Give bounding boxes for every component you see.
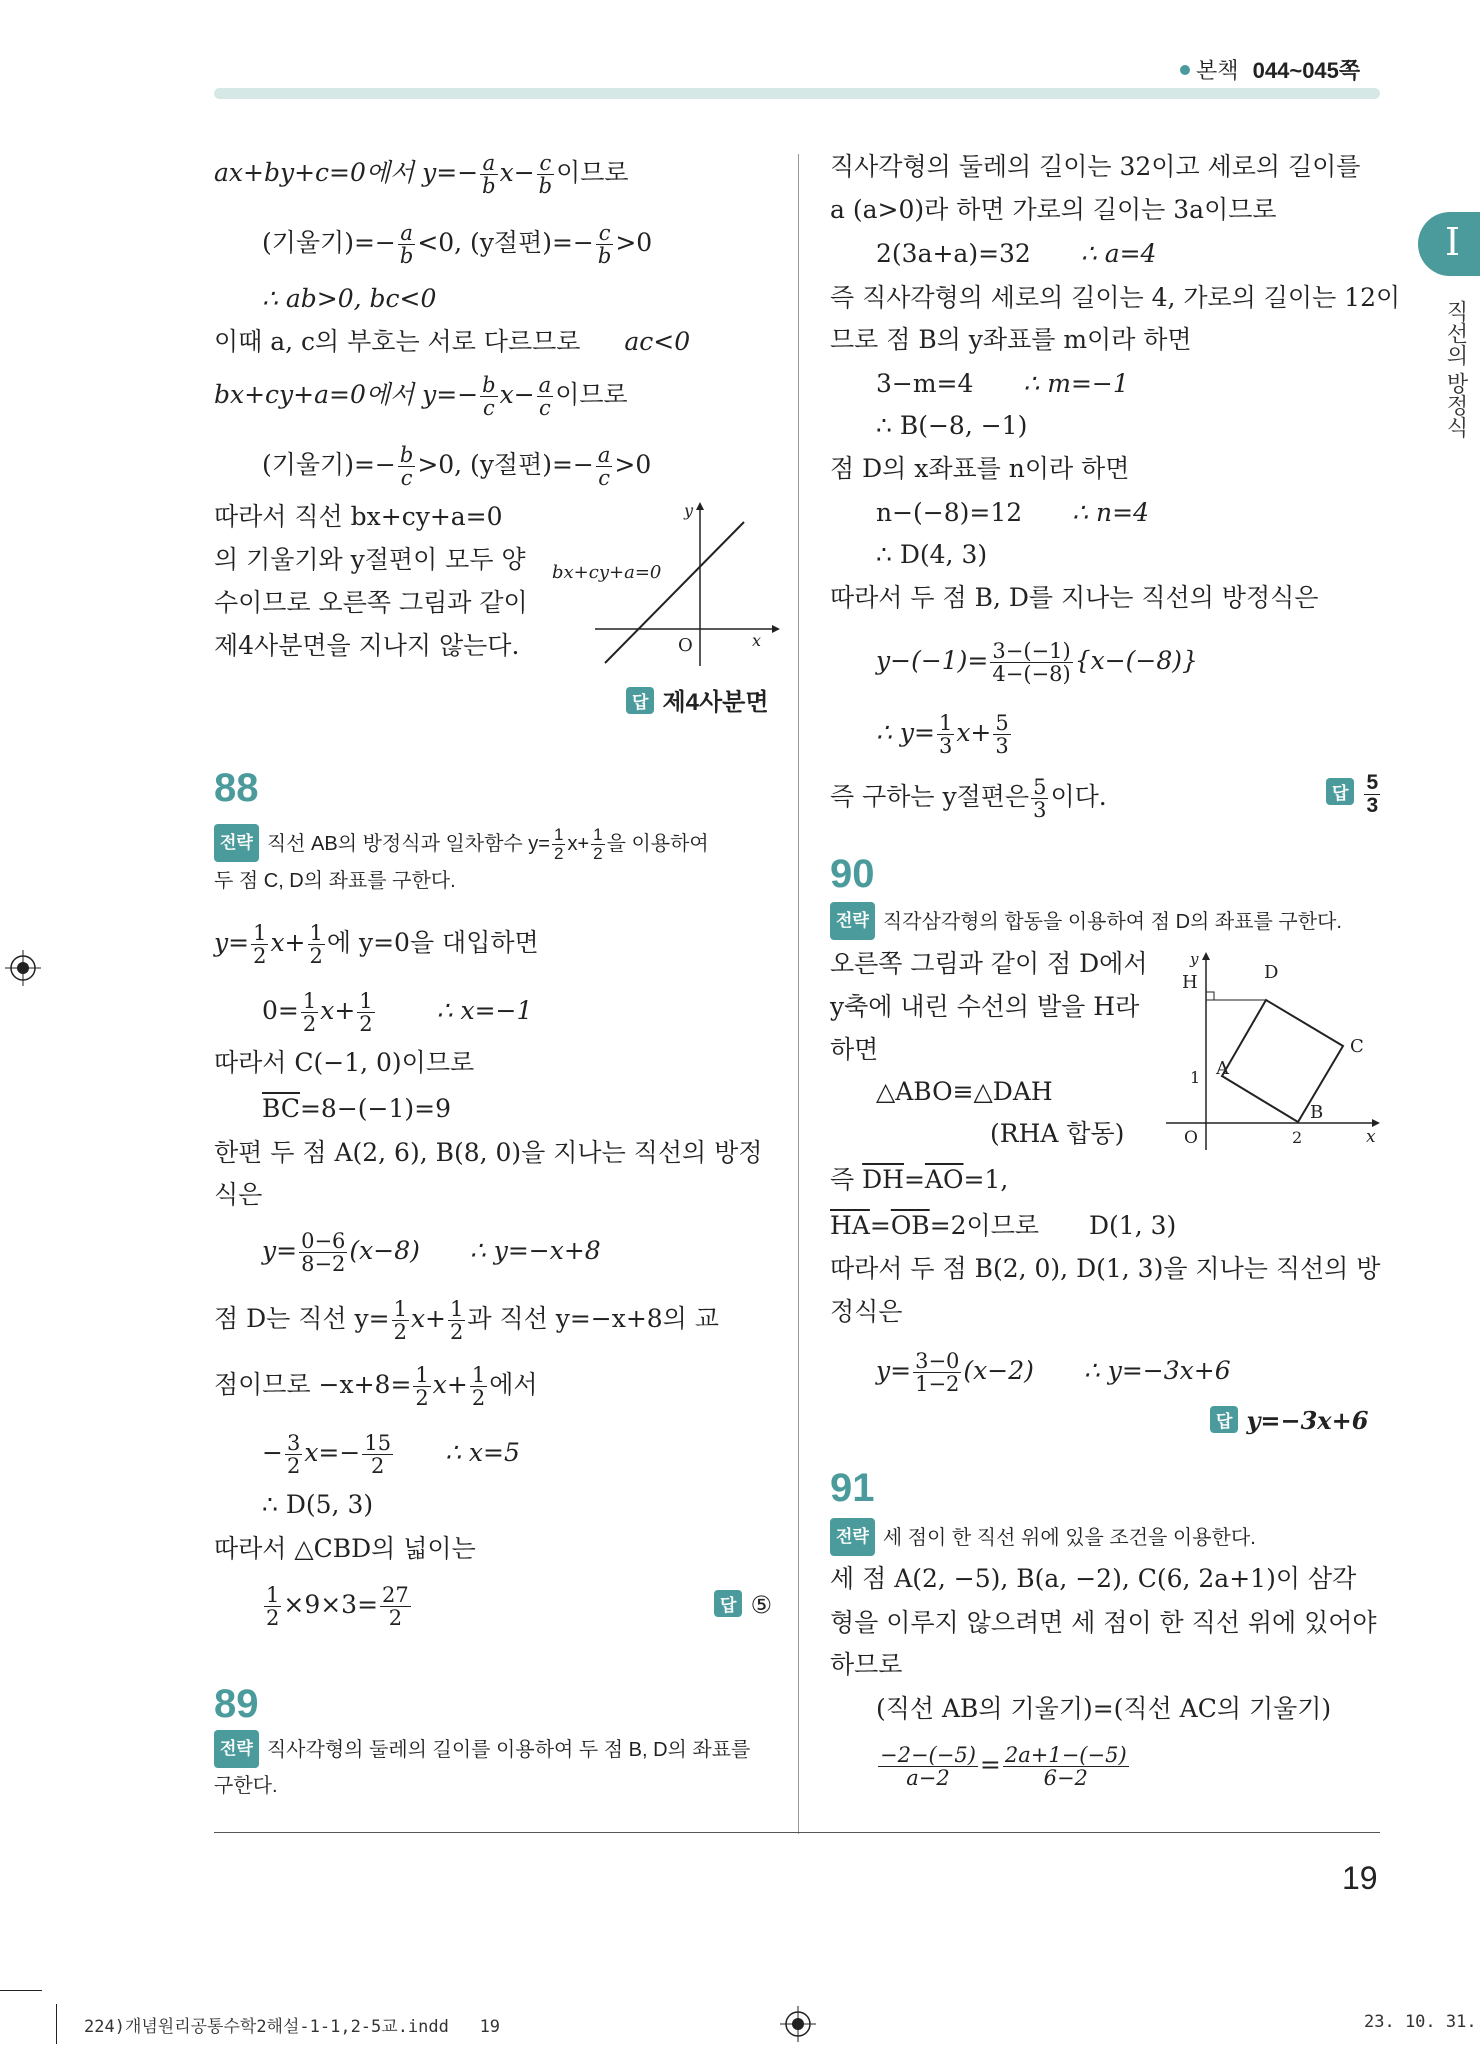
problem-91-number: 91	[830, 1466, 875, 1510]
p89-line-6: 3−m=4 ∴ m=−1	[876, 369, 1129, 398]
graph87-line	[605, 522, 744, 663]
problem-88-strategy: 전략 직선 AB의 방정식과 일차함수 y= $\frac{1}{2}$ x+ $\frac{1}{2}$ 을 이용하여 두 점 C, D의 좌표를 구한다.	[214, 825, 709, 893]
p91-line-2: 형을 이루지 않으려면 세 점이 한 직선 위에 있어야	[830, 1608, 1377, 1637]
side-tab-chapter: 직선의 방정식	[1444, 300, 1469, 439]
bottom-rule	[214, 1832, 1380, 1833]
footer-date: 23. 10. 31.	[1364, 2012, 1477, 2032]
p88-line-12: 따라서 △CBD의 넓이는	[214, 1534, 476, 1563]
left-para-4: 제4사분면을 지나지 않는다.	[214, 631, 520, 660]
problem-91-strategy: 전략 세 점이 한 직선 위에 있을 조건을 이용한다.	[830, 1518, 1380, 1556]
graph90-A: A	[1216, 1058, 1229, 1079]
page-number: 19	[1342, 1860, 1378, 1896]
p91-line-5: $\frac{-2-(-5)}{a-2}$ = $\frac{2a+1-(-5)}{6-2}$	[880, 1743, 1127, 1790]
p89-line-2: a (a>0)라 하면 가로의 길이는 3a이므로	[830, 195, 1277, 224]
header-bar	[214, 88, 1380, 99]
graph90-origin: O	[1184, 1128, 1198, 1148]
problem-88-number: 88	[214, 766, 259, 810]
left-para-2: 의 기울기와 y절편이 모두 양	[214, 545, 526, 574]
left-line-3: ∴ ab>0, bc<0	[262, 284, 437, 313]
p89-line-5: 므로 점 B의 y좌표를 m이라 하면	[830, 325, 1192, 354]
graph87-line-label: bx+cy+a=0	[552, 562, 662, 583]
graph90-right-angle-icon	[1206, 992, 1214, 1000]
left-line-2: (기울기)=− $\frac{a}{b}$ <0, (y절편)=− $\frac{c}{b}$ >0	[262, 221, 653, 268]
square-graph	[1160, 948, 1385, 1154]
header-pages: 044~045쪽	[1252, 58, 1361, 83]
side-tab-roman: I	[1445, 220, 1461, 264]
graph90-y-label: y	[1190, 950, 1199, 968]
p88-line-11: ∴ D(5, 3)	[262, 1490, 374, 1519]
p88-line-8: 점 D는 직선 y= $\frac{1}{2}$ x+ $\frac{1}{2}$ 과 직선 y=−x+8의 교	[214, 1297, 719, 1344]
p88-line-4: $\overline{BC}=8-(-1)=9$	[262, 1094, 451, 1123]
header-label: 본책	[1196, 58, 1239, 83]
p90-line-5: (RHA 합동)	[990, 1119, 1125, 1148]
problem-90-strategy: 전략 직각삼각형의 합동을 이용하여 점 D의 좌표를 구한다.	[830, 902, 1380, 940]
problem-89-strategy: 전략 직사각형의 둘레의 길이를 이용하여 두 점 B, D의 좌표를 구한다.	[214, 1730, 764, 1804]
left-para-3: 수이므로 오른쪽 그림과 같이	[214, 588, 528, 617]
graph87-y-label: y	[684, 501, 694, 520]
footer-registration-mark-icon	[780, 2006, 816, 2042]
graph90-x-arrow-icon	[1372, 1119, 1380, 1127]
graph90-y-arrow-icon	[1202, 952, 1210, 960]
p90-line-4: △ABO≡△DAH	[876, 1077, 1053, 1106]
p89-line-14: 즉 구하는 y절편은 $\frac{5}{3}$ 이다.	[830, 775, 1107, 822]
p88-line-6: 식은	[214, 1180, 263, 1209]
graph90-two: 2	[1292, 1128, 1303, 1147]
left-line-1: ax+by+c=0에서 y=− $\frac{a}{b}$ x− $\frac{c}{b}$ 이므로	[214, 151, 629, 198]
p89-line-12: y−(−1)= $\frac{3-(-1)}{4-(-8)}$ {x−(−8)}	[876, 639, 1198, 686]
answer-88: 답 ⑤	[714, 1590, 772, 1620]
p89-line-13: ∴ y= $\frac{1}{3}$ x+ $\frac{5}{3}$	[876, 711, 1009, 758]
p90-line-1: 오른쪽 그림과 같이 점 D에서	[830, 949, 1148, 978]
left-line-5: bx+cy+a=0에서 y=− $\frac{b}{c}$ x− $\frac{a}{c}$ 이므로	[214, 373, 628, 420]
answer-87: 답 제4사분면	[626, 682, 769, 717]
p90-line-8: 따라서 두 점 B(2, 0), D(1, 3)을 지나는 직선의 방	[830, 1254, 1381, 1283]
problem-89-number: 89	[214, 1682, 259, 1726]
p88-line-9: 점이므로 −x+8= $\frac{1}{2}$ x+ $\frac{1}{2}$ 에서	[214, 1363, 538, 1410]
p91-line-3: 하므로	[830, 1650, 903, 1679]
p90-line-7: $\overline{HA}=\overline{OB}=2$이므로 D(1, 3)	[830, 1211, 1177, 1240]
p88-line-3: 따라서 C(−1, 0)이므로	[214, 1048, 475, 1077]
p89-line-1: 직사각형의 둘레의 길이는 32이고 세로의 길이를	[830, 152, 1361, 181]
header-bullet-icon	[1180, 65, 1190, 75]
graph90-one: 1	[1190, 1068, 1201, 1087]
left-line-4: 이때 a, c의 부호는 서로 다르므로 ac<0	[214, 327, 691, 356]
answer-90: 답 y=−3x+6	[1210, 1406, 1368, 1436]
quadrant-graph	[540, 498, 780, 668]
graph90-square	[1222, 1000, 1343, 1122]
p91-line-1: 세 점 A(2, −5), B(a, −2), C(6, 2a+1)이 삼각	[830, 1564, 1357, 1593]
p89-line-8: 점 D의 x좌표를 n이라 하면	[830, 454, 1130, 483]
p88-line-13: $\frac{1}{2}$ ×9×3= $\frac{27}{2}$	[266, 1583, 409, 1630]
graph87-x-label: x	[752, 631, 762, 650]
footer-trim-line	[0, 1990, 42, 1991]
graph87-origin: O	[678, 635, 693, 656]
p89-line-7: ∴ B(−8, −1)	[876, 411, 1028, 440]
p88-line-5: 한편 두 점 A(2, 6), B(8, 0)을 지나는 직선의 방정	[214, 1138, 763, 1167]
p91-line-4: (직선 AB의 기울기)=(직선 AC의 기울기)	[876, 1694, 1332, 1723]
p88-line-2: 0= $\frac{1}{2}$ x+ $\frac{1}{2}$ ∴ x=−1	[262, 989, 533, 1036]
header	[1180, 54, 1360, 85]
p88-line-10: − $\frac{3}{2}$ x=− $\frac{15}{2}$ ∴ x=5	[262, 1431, 520, 1478]
footer-trim-line-vertical	[56, 2004, 57, 2044]
footer-file: 224)개념원리공통수학2해설-1-1,2-5교.indd 19	[84, 2017, 501, 2037]
p89-line-9: n−(−8)=12 ∴ n=4	[876, 498, 1149, 527]
graph90-x-label: x	[1366, 1127, 1376, 1147]
p90-line-3: 하면	[830, 1035, 879, 1064]
graph90-H: H	[1182, 972, 1198, 993]
registration-mark-icon	[5, 950, 41, 986]
p89-line-4: 즉 직사각형의 세로의 길이는 4, 가로의 길이는 12이	[830, 283, 1401, 312]
p89-line-10: ∴ D(4, 3)	[876, 540, 988, 569]
graph87-x-arrow-icon	[772, 625, 780, 633]
graph90-C: C	[1350, 1036, 1364, 1057]
p90-line-9: 정식은	[830, 1297, 903, 1326]
p89-line-11: 따라서 두 점 B, D를 지나는 직선의 방정식은	[830, 583, 1319, 612]
left-para-1: 따라서 직선 bx+cy+a=0	[214, 502, 503, 531]
p90-line-2: y축에 내린 수선의 발을 H라	[830, 992, 1140, 1021]
graph90-D: D	[1264, 962, 1279, 983]
p90-line-6: 즉 $\overline{DH}=\overline{AO}=1$,	[830, 1165, 1009, 1194]
p88-line-1: y= $\frac{1}{2}$ x+ $\frac{1}{2}$ 에 y=0을 대입하면	[214, 921, 539, 968]
p88-line-7: y= $\frac{0-6}{8-2}$ (x−8) ∴ y=−x+8	[262, 1229, 601, 1276]
answer-89: 답 $\frac{5}{3}$	[1326, 772, 1382, 817]
graph90-B: B	[1310, 1102, 1324, 1123]
p90-line-10: y= $\frac{3-0}{1-2}$ (x−2) ∴ y=−3x+6	[876, 1349, 1231, 1396]
problem-90-number: 90	[830, 852, 875, 896]
left-line-6: (기울기)=− $\frac{b}{c}$ >0, (y절편)=− $\frac{a}{c}$ >0	[262, 443, 652, 490]
p89-line-3: 2(3a+a)=32 ∴ a=4	[876, 239, 1157, 268]
graph87-y-arrow-icon	[696, 502, 704, 510]
column-divider	[798, 154, 799, 1834]
